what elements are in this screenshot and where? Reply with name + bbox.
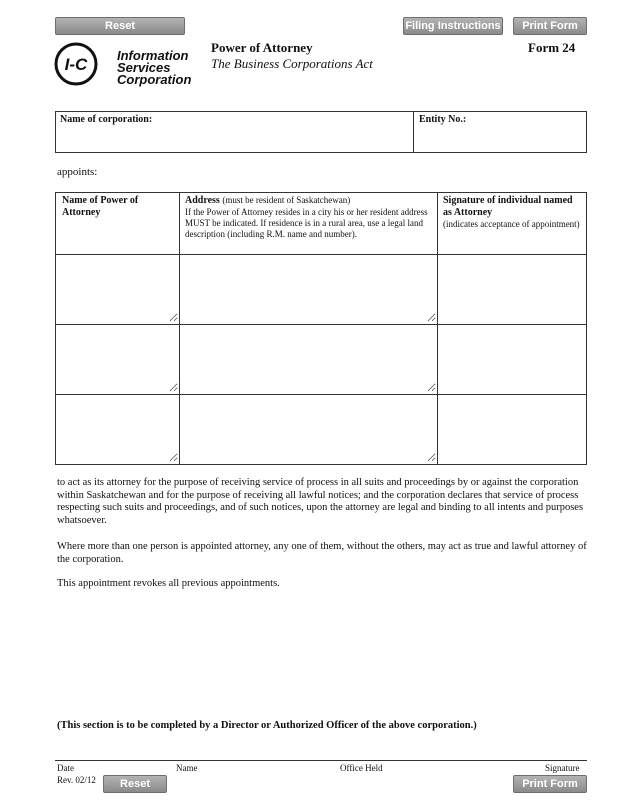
col-header-address-note: (must be resident of Saskatchewan) bbox=[222, 195, 351, 205]
body-paragraph-revocation: This appointment revokes all previous appointments. bbox=[57, 578, 280, 589]
attorney-signature-area-2 bbox=[439, 326, 585, 392]
form-subtitle: The Business Corporations Act bbox=[211, 56, 373, 71]
print-form-button[interactable]: Print Form bbox=[513, 17, 587, 35]
table-row-divider bbox=[56, 254, 586, 255]
corporation-name-field[interactable] bbox=[60, 129, 410, 149]
table-row-divider bbox=[56, 394, 586, 395]
attorney-address-field-3[interactable] bbox=[181, 396, 436, 462]
signature-section-note: (This section is to be completed by a Director or Authorized Officer of the above corporation.) bbox=[57, 720, 477, 731]
table-col-divider bbox=[179, 193, 180, 464]
logo-line-1: Information bbox=[117, 48, 189, 63]
office-held-label: Office Held bbox=[340, 763, 383, 773]
reset-button-bottom[interactable]: Reset bbox=[103, 775, 167, 793]
attorney-address-field-2[interactable] bbox=[181, 326, 436, 392]
logo-line-2: Services bbox=[117, 60, 171, 75]
attorney-name-field-3[interactable] bbox=[58, 396, 178, 462]
revision-label: Rev. 02/12 bbox=[57, 775, 96, 785]
signature-line bbox=[55, 760, 587, 761]
table-row-divider bbox=[56, 324, 586, 325]
col-header-address-detail: If the Power of Attorney resides in a city his or her resident address MUST be indicated. If residence is in a rural area, use a legal land description (including R.M. name and number). bbox=[185, 207, 428, 239]
isc-logo-mark-icon bbox=[54, 42, 98, 86]
body-paragraph-purpose: to act as its attorney for the purpose of receiving service of process in all suits and proceedings by or against the corporation within Saskatchewan and for the purpose of receiving all lawful notices; and the corporation declares that service of process respecting such suits and proceedings, and of such notices, upon the attorney are legal and binding to all intents and purposes whatsoever. bbox=[57, 477, 584, 526]
attorney-name-field-2[interactable] bbox=[58, 326, 178, 392]
col-header-signature-title: Signature of individual named as Attorney bbox=[443, 195, 573, 218]
entity-number-label: Entity No.: bbox=[419, 114, 467, 125]
isc-logo-mark-text: I-C bbox=[64, 55, 88, 74]
appoints-text: appoints: bbox=[57, 166, 98, 178]
isc-logo-text bbox=[117, 50, 191, 86]
attorney-table bbox=[55, 192, 587, 465]
attorney-signature-area-3 bbox=[439, 396, 585, 462]
signature-label: Signature bbox=[545, 763, 580, 773]
isc-logo bbox=[54, 42, 204, 88]
corporation-name-label: Name of corporation: bbox=[60, 114, 153, 125]
reset-button[interactable]: Reset bbox=[55, 17, 185, 35]
form-number: Form 24 bbox=[528, 40, 576, 55]
col-header-address-title: Address bbox=[185, 195, 220, 206]
corporation-box bbox=[55, 111, 587, 153]
filing-instructions-button[interactable]: Filing Instructions bbox=[403, 17, 503, 35]
col-header-attorney-name-title: Name of Power of Attorney bbox=[62, 195, 139, 218]
print-form-button-bottom[interactable]: Print Form bbox=[513, 775, 587, 793]
col-header-address bbox=[185, 195, 433, 240]
col-header-signature bbox=[443, 195, 583, 230]
date-label: Date bbox=[57, 763, 74, 773]
attorney-address-field-1[interactable] bbox=[181, 256, 436, 322]
attorney-signature-area-1 bbox=[439, 256, 585, 322]
form-title: Power of Attorney bbox=[211, 40, 313, 55]
name-label: Name bbox=[176, 763, 198, 773]
attorney-name-field-1[interactable] bbox=[58, 256, 178, 322]
col-header-attorney-name bbox=[62, 195, 174, 219]
table-col-divider bbox=[437, 193, 438, 464]
entity-number-field[interactable] bbox=[418, 129, 584, 149]
corporation-box-divider bbox=[413, 112, 414, 152]
logo-line-3: Corporation bbox=[117, 72, 192, 87]
col-header-signature-note: (indicates acceptance of appointment) bbox=[443, 219, 580, 229]
body-paragraph-multiple-attorneys: Where more than one person is appointed attorney, any one of them, without the others, may act as true and lawful attorney of the corporation. bbox=[57, 541, 587, 565]
